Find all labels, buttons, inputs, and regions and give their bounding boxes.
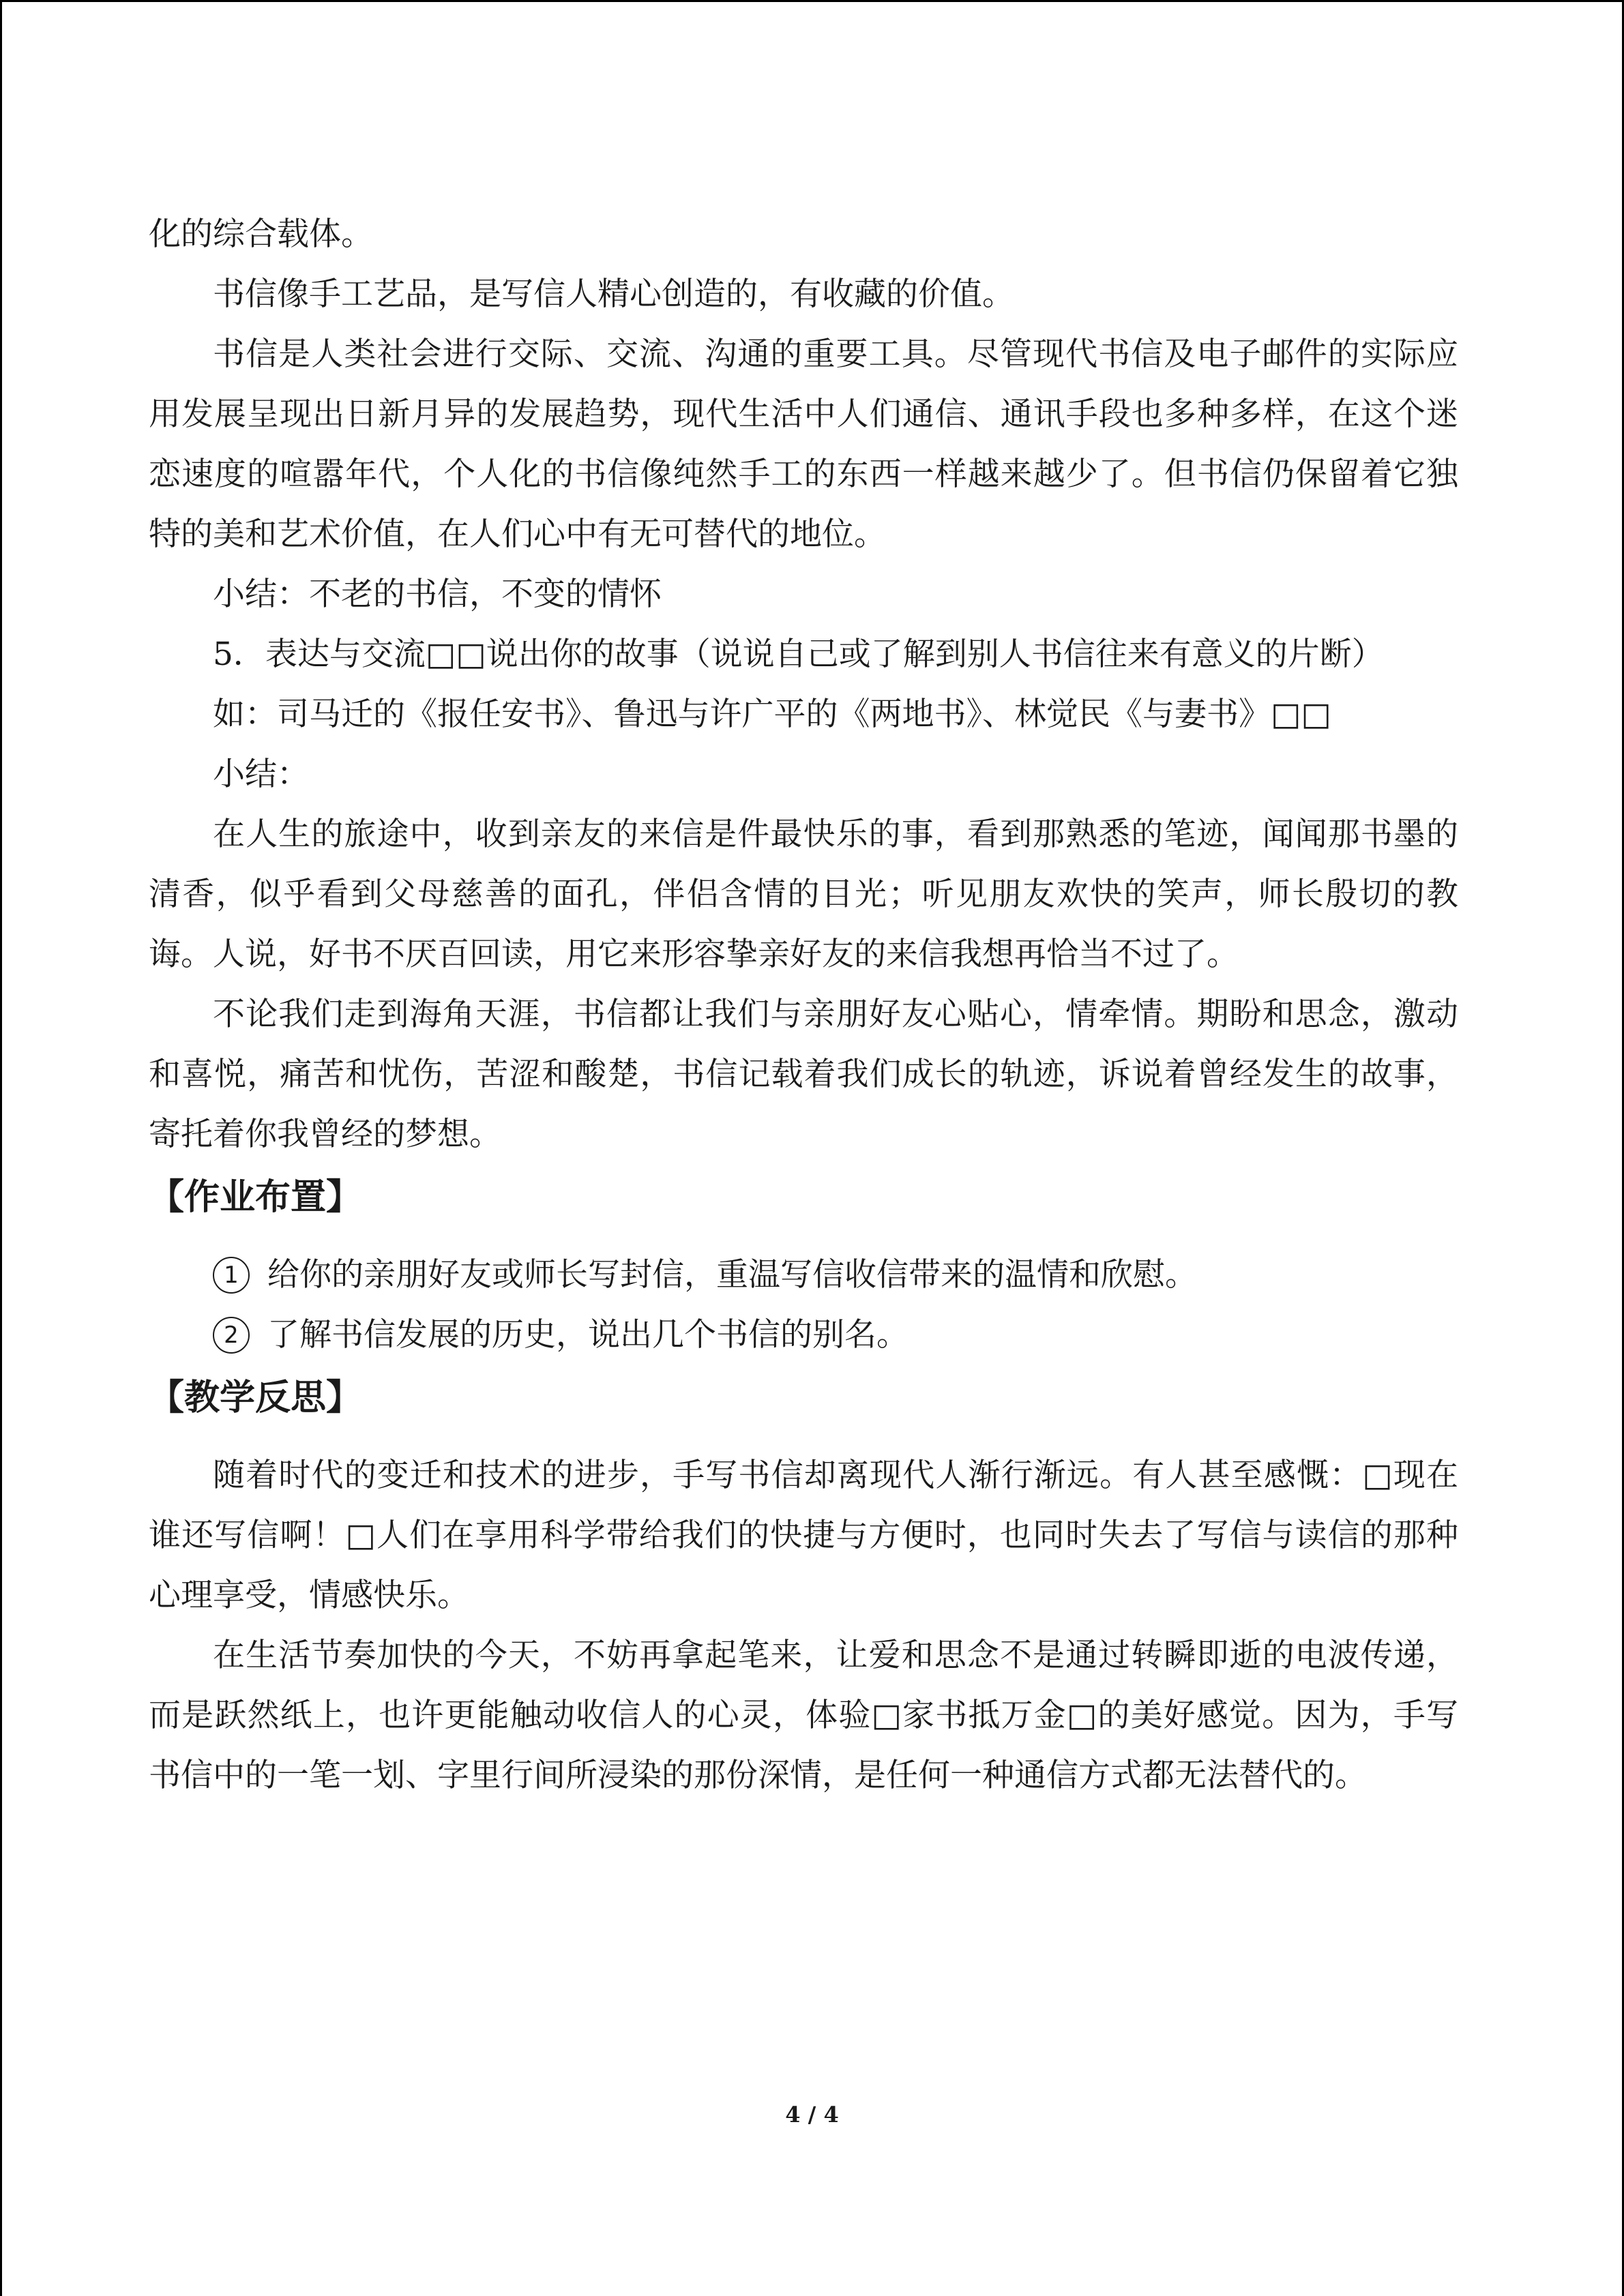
circled-number: 1 xyxy=(213,1257,250,1294)
homework-item xyxy=(149,1305,1458,1365)
paragraph: 书信是人类社会进行交际、交流、沟通的重要工具。尽管现代书信及电子邮件的实际应用发展呈现出日新月异的发展趋势，现代生活中人们通信、通讯手段也多种多样，在这个迷恋速度的喧嚣年代，个人化的书信像纯然手工的东西一样越来越少了。但书信仍保留着它独特的美和艺术价值，在人们心中有无可替代的地位。 xyxy=(149,336,1458,553)
document-body xyxy=(149,205,1458,1806)
paragraph: 小结： xyxy=(213,756,309,793)
paragraph: 在生活节奏加快的今天，不妨再拿起笔来，让爱和思念不是通过转瞬即逝的电波传递，而是跃然纸上，也许更能触动收信人的心灵，体验□家书抵万金□的美好感觉。因为，手写书信中的一笔一划、字里行间所浸染的那份深情，是任何一种通信方式都无法替代的。 xyxy=(149,1637,1458,1794)
paragraph: 5．表达与交流□□说出你的故事（说说自己或了解到别人书信往来有意义的片断） xyxy=(213,636,1384,673)
homework-item xyxy=(149,1245,1458,1305)
paragraph: 小结：不老的书信，不变的情怀 xyxy=(213,576,662,613)
homework-item-text: 给你的亲朋好友或师长写封信，重温写信收信带来的温情和欣慰。 xyxy=(267,1256,1197,1294)
homework-item-text: 了解书信发展的历史，说出几个书信的别名。 xyxy=(267,1316,909,1354)
page-left-border xyxy=(0,0,2,2296)
circled-number: 2 xyxy=(213,1317,250,1354)
reflection-heading: 【教学反思】 xyxy=(149,1377,362,1418)
paragraph: 如：司马迁的《报任安书》、鲁迅与许广平的《两地书》、林觉民《与妻书》□□ xyxy=(213,696,1331,733)
page-top-border xyxy=(0,0,1624,2)
paragraph: 化的综合载体。 xyxy=(149,215,373,253)
paragraph: 书信像手工艺品，是写信人精心创造的，有收藏的价值。 xyxy=(213,275,1014,313)
paragraph: 不论我们走到海角天涯，书信都让我们与亲朋好友心贴心，情牵情。期盼和思念，激动和喜悦，痛苦和忧伤，苦涩和酸楚，书信记载着我们成长的轨迹，诉说着曾经发生的故事，寄托着你我曾经的梦想。 xyxy=(149,996,1458,1153)
paragraph: 随着时代的变迁和技术的进步，手写书信却离现代人渐行渐远。有人甚至感慨：□现在谁还写信啊！□人们在享用科学带给我们的快捷与方便时，也同时失去了写信与读信的那种心理享受，情感快乐。 xyxy=(149,1457,1458,1614)
page-number: 4 / 4 xyxy=(785,2102,839,2128)
paragraph: 在人生的旅途中，收到亲友的来信是件最快乐的事，看到那熟悉的笔迹，闻闻那书墨的清香，似乎看到父母慈善的面孔，伴侣含情的目光；听见朋友欢快的笑声，师长殷切的教诲。人说，好书不厌百回读，用它来形容挚亲好友的来信我想再恰当不过了。 xyxy=(149,816,1458,973)
homework-heading: 【作业布置】 xyxy=(149,1177,362,1218)
